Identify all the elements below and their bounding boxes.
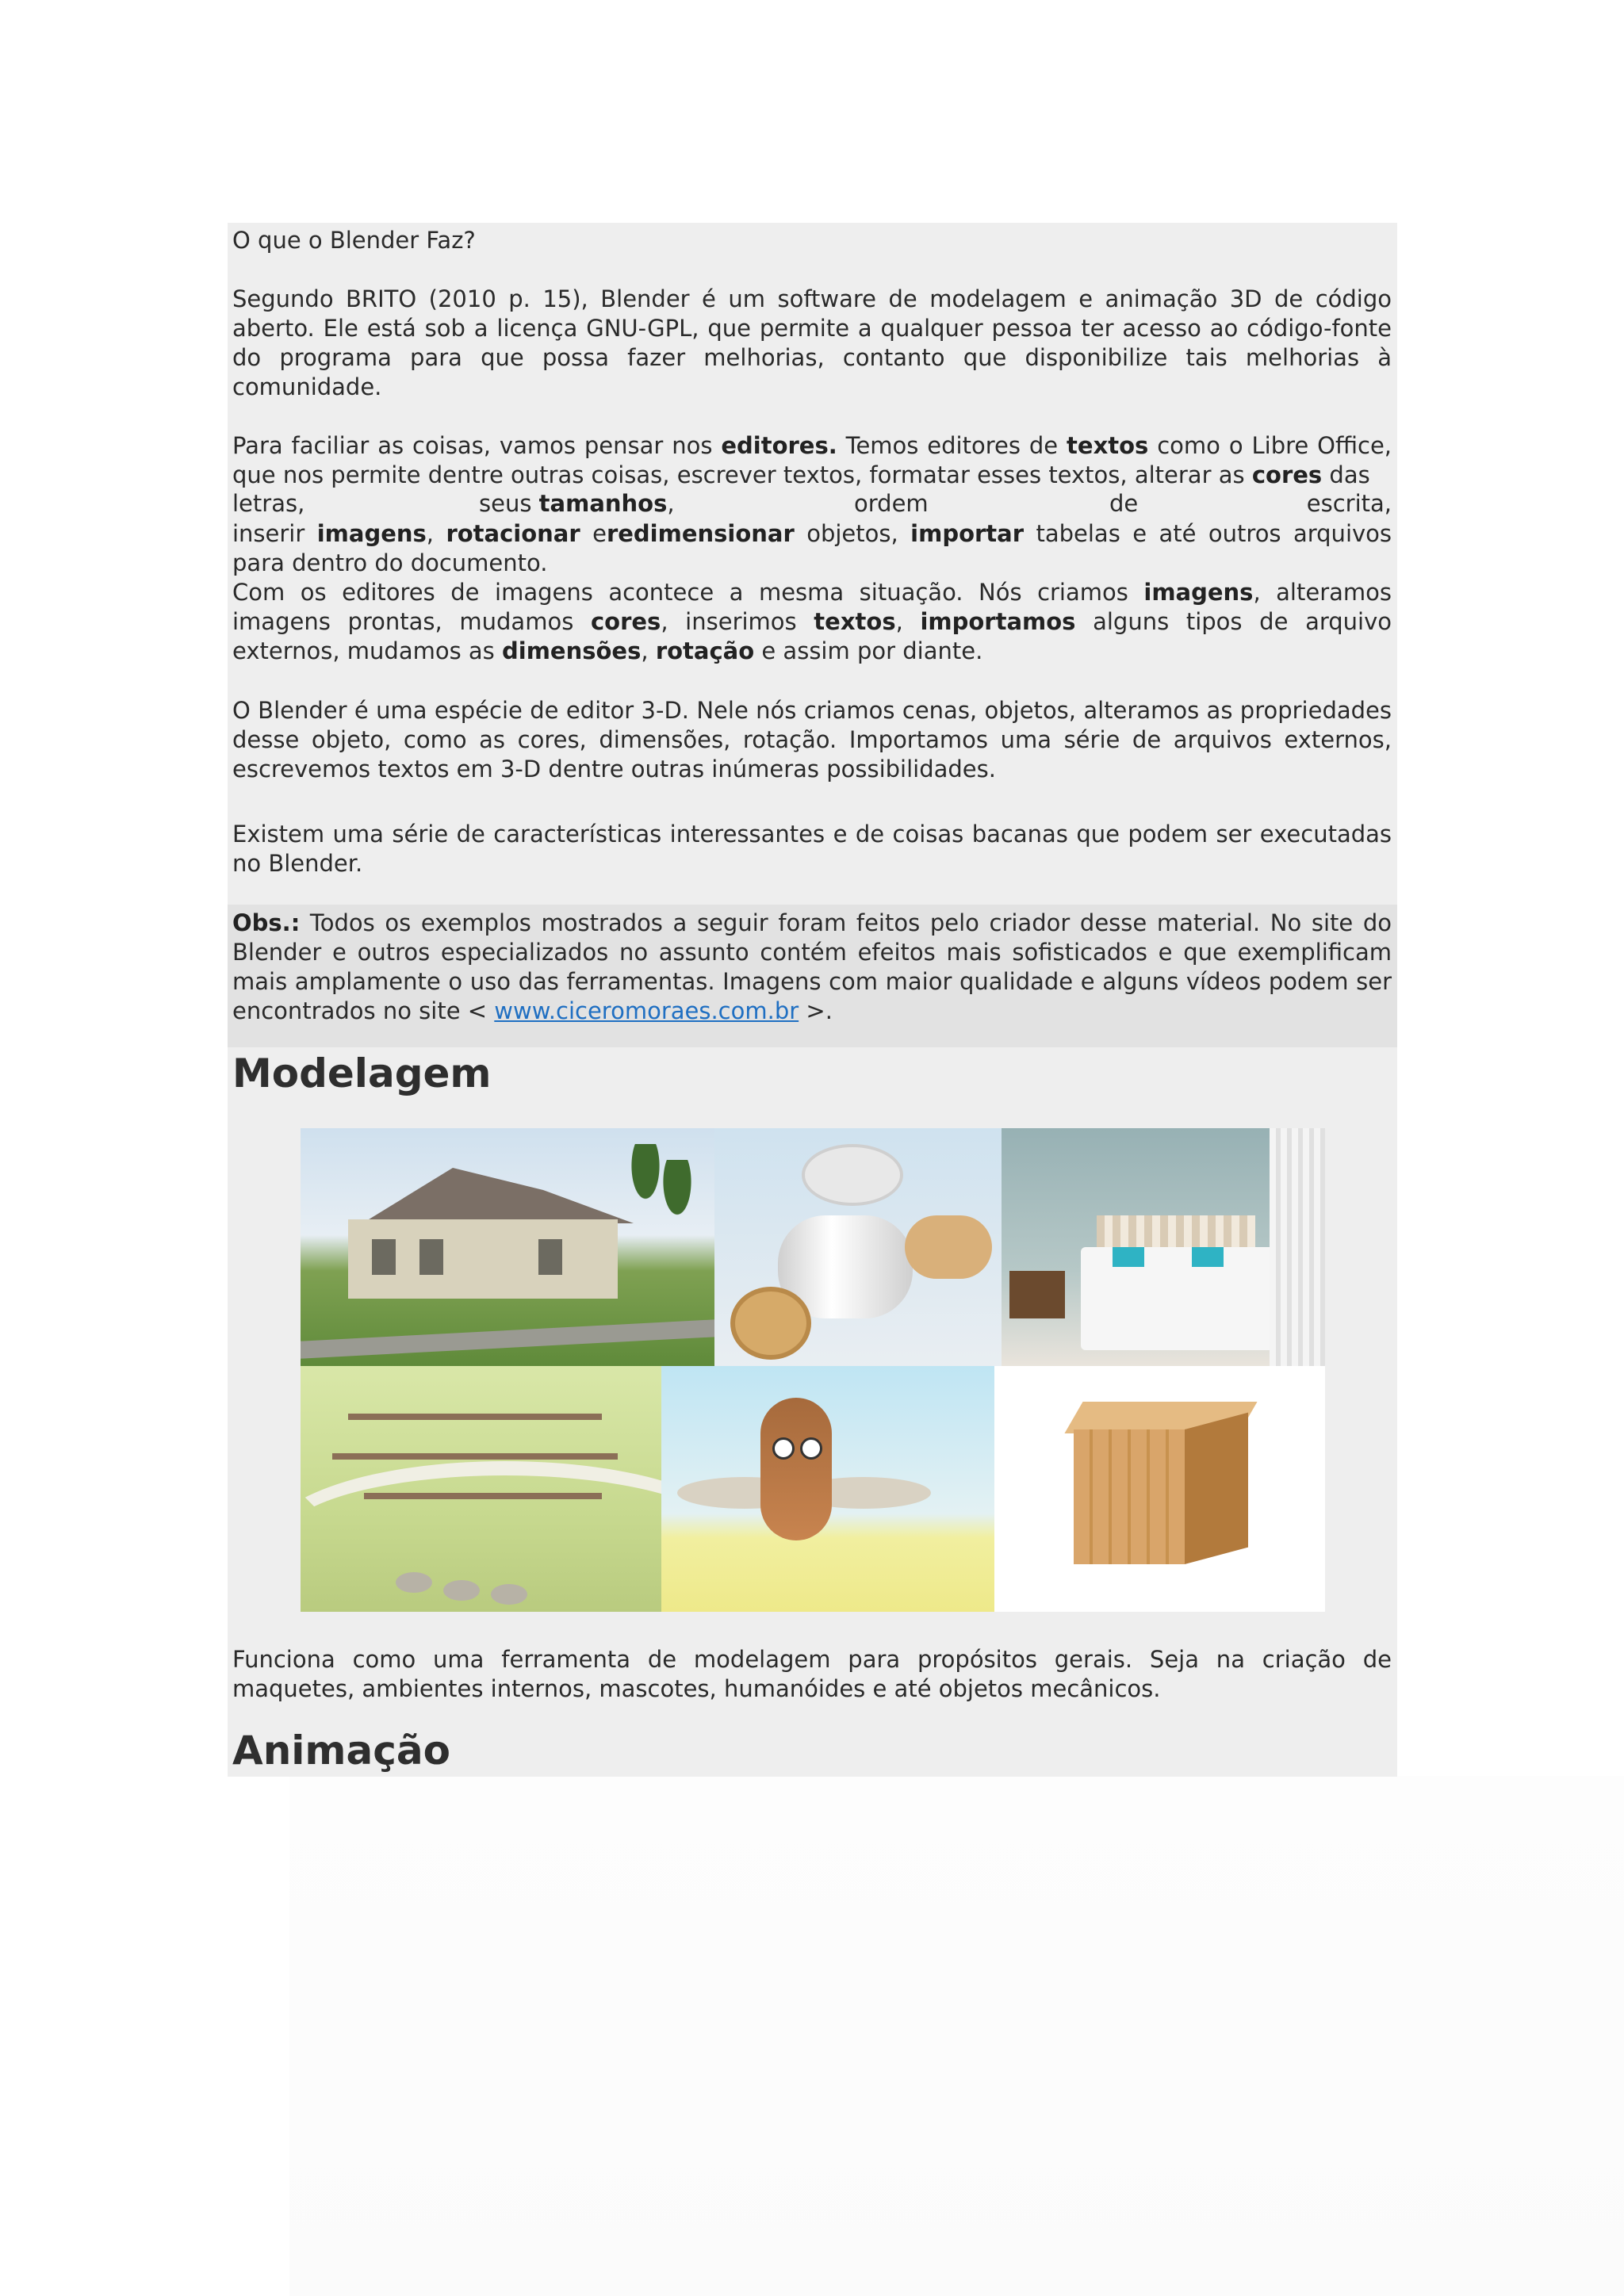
heading-modelagem: Modelagem — [232, 1050, 492, 1096]
paragraph-editores-row: letras, seus tamanhos, ordem de escrita, — [232, 490, 1392, 517]
paragraph-editor-3d: O Blender é uma espécie de editor 3-D. Nele nós criamos cenas, objetos, alteramos as propriedades desse objeto, como as cores, dimensões, rotação. Importamos uma série de arquivos externos, escrevemos textos em 3-D dentre outras inúmeras possibilidades. — [232, 697, 1392, 783]
paragraph-editores-1: Para faciliar as coisas, vamos pensar nos editores. Temos editores de textos como o Libre Office, que nos permite dentre outras coisas, escrever textos, formatar esses textos, alterar as cores das — [232, 432, 1392, 488]
document-content — [228, 223, 1397, 1777]
site-link[interactable]: www.ciceromoraes.com.br — [494, 997, 799, 1024]
pipe-render-image — [714, 1128, 1002, 1366]
mascot-render-image — [661, 1366, 994, 1612]
modeling-gallery — [301, 1128, 1325, 1612]
heading-animacao: Animação — [232, 1728, 450, 1774]
house-render-image — [301, 1128, 714, 1366]
obs-label: Obs.: — [232, 909, 301, 936]
paragraph-caracteristicas: Existem uma série de características interessantes e de coisas bacanas que podem ser executadas no Blender. — [232, 821, 1392, 877]
paragraph-editores-2: inserir imagens, rotacionar eredimensionar objetos, importar tabelas e até outros arquivos para dentro do documento. — [232, 520, 1392, 576]
paragraph-brito: Segundo BRITO (2010 p. 15), Blender é um software de modelagem e animação 3D de código aberto. Ele está sob a licença GNU-GPL, que permite a qualquer pessoa ter acesso ao código-fonte do programa para que possa fazer melhorias, contanto que disponibilize tais melhorias à comunidade. — [232, 285, 1392, 400]
intro-title: O que o Blender Faz? — [232, 227, 476, 254]
bedroom-render-image — [1002, 1128, 1325, 1366]
crate-render-image — [994, 1366, 1325, 1612]
paragraph-modelagem: Funciona como uma ferramenta de modelagem para propósitos gerais. Seja na criação de maquetes, ambientes internos, mascotes, humanóides e até objetos mecânicos. — [232, 1646, 1392, 1702]
obs-note: Obs.: Todos os exemplos mostrados a seguir foram feitos pelo criador desse material. No site do Blender e outros especializados no assunto contém efeitos mais sofisticados e que exemplificam mais amplamente o uso das ferramentas. Imagens com maior qualidade e alguns vídeos podem ser encontrados no site < www.ciceromoraes.com.br >. — [232, 909, 1392, 1024]
page-background — [289, 1776, 1624, 2296]
fence-render-image — [301, 1366, 661, 1612]
paragraph-editores-imagens: Com os editores de imagens acontece a mesma situação. Nós criamos imagens, alteramos imagens prontas, mudamos cores, inserimos textos, importamos alguns tipos de arquivo externos, mudamos as dimensões, rotação e assim por diante. — [232, 579, 1392, 664]
